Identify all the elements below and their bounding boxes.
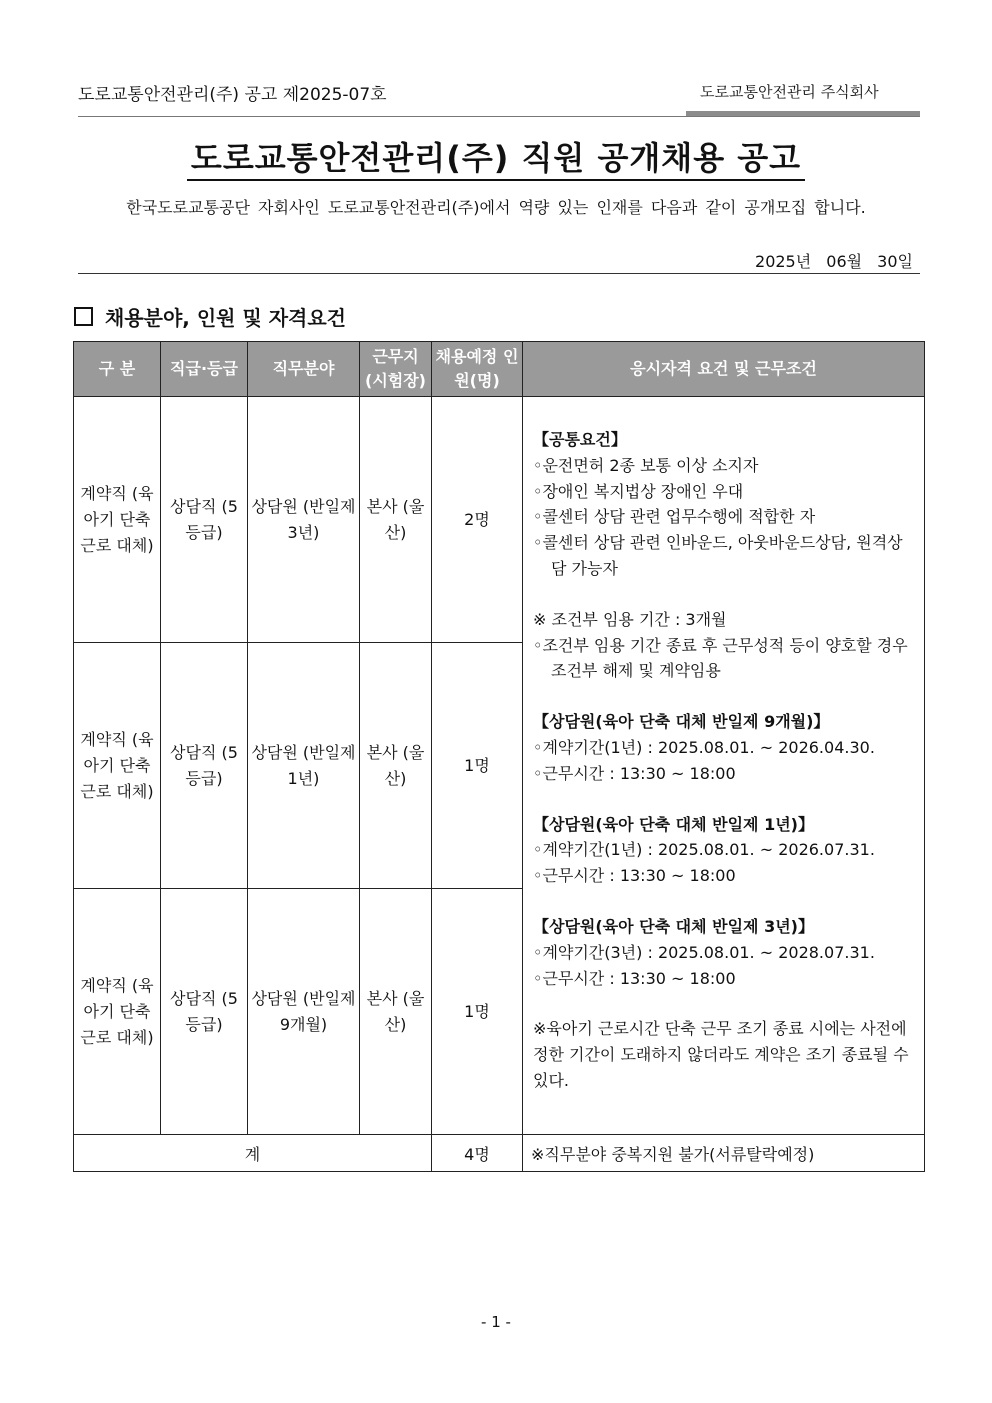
header-field: 직무분야 [248, 342, 360, 397]
cell-category: 계약직 (육아기 단축근로 대체) [74, 889, 161, 1135]
cell-count: 2명 [432, 397, 523, 643]
cell-category: 계약직 (육아기 단축근로 대체) [74, 643, 161, 889]
header-location: 근무지 (시험장) [360, 342, 432, 397]
cell-count: 1명 [432, 889, 523, 1135]
notice-date: 2025년 06월 30일 [755, 252, 913, 271]
probation-title: ※ 조건부 임용 기간 : 3개월 [533, 609, 727, 629]
section-heading: 채용분야, 인원 및 자격요건 [74, 302, 346, 331]
cell-category: 계약직 (육아기 단축근로 대체) [74, 397, 161, 643]
cell-field: 상담원 (반일제 9개월) [248, 889, 360, 1135]
table-header-row [74, 342, 925, 397]
common-item: ◦운전면허 2종 보통 이상 소지자 [533, 455, 759, 475]
date-divider [78, 273, 920, 274]
notice-number: 도로교통안전관리(주) 공고 제2025-07호 [78, 85, 387, 105]
block-title: 【상담원(육아 단축 대체 반일제 3년)】 [533, 916, 814, 936]
cell-grade: 상담직 (5등급) [161, 889, 248, 1135]
common-item: ◦콜센터 상담 관련 인바운드, 아웃바운드상담, 원격상담 가능자 [533, 533, 903, 578]
cell-grade: 상담직 (5등급) [161, 643, 248, 889]
page-number: - 1 - [481, 1313, 511, 1331]
intro-text: 한국도로교통공단 자회사인 도로교통안전관리(주)에서 역량 있는 인재를 다음과 같이 공개모집 합니다. [126, 198, 866, 217]
header-requirements: 응시자격 요건 및 근무조건 [523, 342, 925, 397]
table-row [74, 397, 925, 643]
requirements-cell [523, 397, 925, 1135]
page-title: 도로교통안전관리(주) 직원 공개채용 공고 [0, 133, 992, 179]
block-title: 【상담원(육아 단축 대체 반일제 1년)】 [533, 814, 814, 834]
header-count: 채용예정 인원(명) [432, 342, 523, 397]
cell-field: 상담원 (반일제 3년) [248, 397, 360, 643]
company-name: 도로교통안전관리 주식회사 [700, 83, 879, 101]
common-item: ◦콜센터 상담 관련 업무수행에 적합한 자 [533, 507, 816, 527]
total-label: 계 [74, 1135, 432, 1172]
common-requirements-title: 【공통요건】 [533, 430, 627, 449]
work-hours: ◦근무시간 : 13:30 ~ 18:00 [533, 866, 736, 886]
total-note: ※직무분야 중복지원 불가(서류탈락예정) [523, 1135, 925, 1172]
total-count: 4명 [432, 1135, 523, 1172]
recruitment-table [73, 341, 925, 1172]
header-grade: 직급·등급 [161, 342, 248, 397]
contract-period: ◦계약기간(3년) : 2025.08.01. ~ 2028.07.31. [533, 942, 875, 962]
block-title: 【상담원(육아 단축 대체 반일제 9개월)】 [533, 712, 830, 732]
common-item: ◦장애인 복지법상 장애인 우대 [533, 481, 744, 501]
probation-item: ◦조건부 임용 기간 종료 후 근무성적 등이 양호할 경우 조건부 해제 및 계약임용 [533, 635, 908, 681]
cell-location: 본사 (울산) [360, 643, 432, 889]
contract-period: ◦계약기간(1년) : 2025.08.01. ~ 2026.04.30. [533, 737, 875, 757]
contract-period: ◦계약기간(1년) : 2025.08.01. ~ 2026.07.31. [533, 840, 875, 860]
cell-count: 1명 [432, 643, 523, 889]
checkbox-square-icon [74, 307, 93, 326]
header-category: 구 분 [74, 342, 161, 397]
cell-location: 본사 (울산) [360, 397, 432, 643]
header-divider [78, 116, 920, 117]
cell-grade: 상담직 (5등급) [161, 397, 248, 643]
termination-note: ※육아기 근로시간 단축 근무 조기 종료 시에는 사전에 정한 기간이 도래하지 않더라도 계약은 조기 종료될 수 있다. [533, 1019, 909, 1090]
cell-location: 본사 (울산) [360, 889, 432, 1135]
total-row [74, 1135, 925, 1172]
work-hours: ◦근무시간 : 13:30 ~ 18:00 [533, 763, 736, 783]
work-hours: ◦근무시간 : 13:30 ~ 18:00 [533, 968, 736, 988]
cell-field: 상담원 (반일제 1년) [248, 643, 360, 889]
